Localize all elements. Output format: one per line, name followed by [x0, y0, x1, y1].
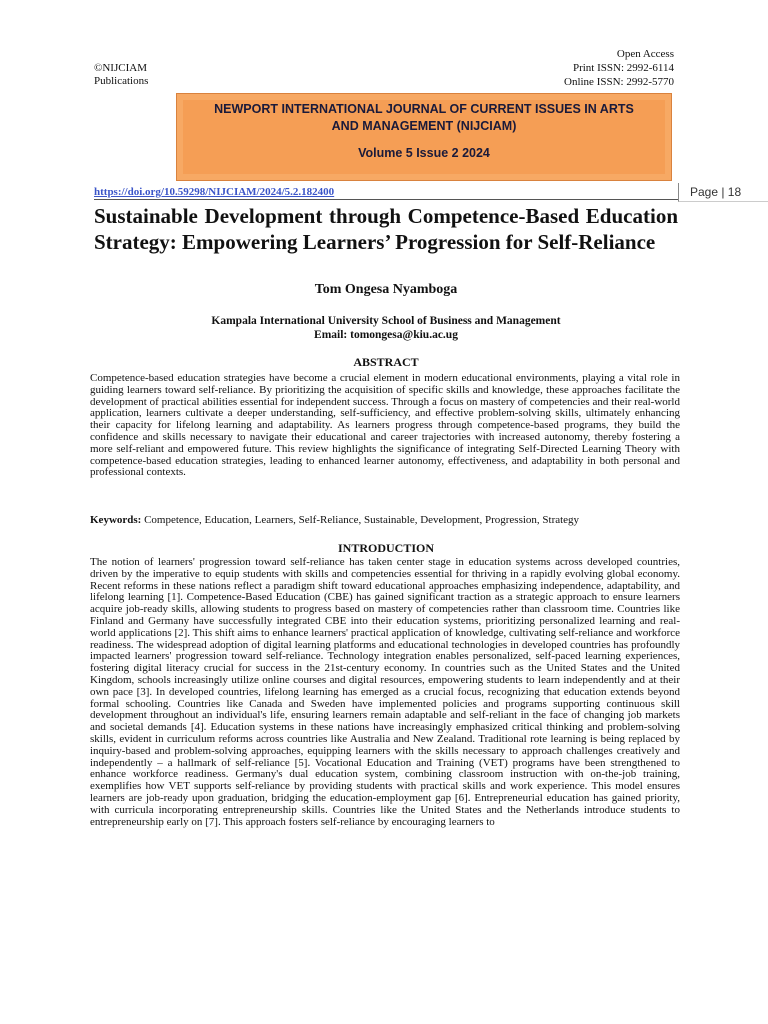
publisher-block: [94, 62, 148, 88]
abstract-heading: ABSTRACT: [353, 355, 419, 369]
introduction-text: The notion of learners' progression toward self-reliance has taken center stage in education systems across developed countries, driven by the imperative to equip students with skills and competencies essential for thriving in a rapidly evolving global economy. Recent reforms in these nations reflect a paradigm shift toward educational approaches emphasizing independence, adaptability, and lifelong learning [1]. Competence-Based Education (CBE) has gained significant traction as a strategic approach to ensure learners acquire job-ready skills, allowing students to progress based on mastery of competencies rather than classroom time. Countries like Finland and Germany have successfully integrated CBE into their education systems, prioritizing personalized learning and real-world applications [2]. This shift aims to enhance learners' practical application of knowledge, cultivating self-reliance and workforce readiness. The widespread adoption of digital learning platforms and educational technologies in developed countries has profoundly impacted learners' progression toward self-reliance. Technology integration enables personalized, self-paced learning experiences, fostering digital literacy crucial for success in the 21st-century economy. In countries such as the United States and the United Kingdom, schools increasingly utilize online courses and digital resources, empowering students to learn independently and at their own pace [3]. In developed countries, lifelong learning has emerged as a crucial focus, recognizing that education extends beyond formal schooling. Countries like Canada and Sweden have implemented policies and programs supporting continuous skill development throughout an individual's life, ensuring learners remain adaptable and self-reliant in the face of changing job markets and societal demands [4]. Education systems in these nations have increasingly emphasized critical thinking and problem-solving skills, evident in curriculum reforms across countries like Australia and New Zealand. Traditional rote learning is being replaced by inquiry-based and problem-solving approaches, equipping learners with the skills necessary to approach challenges creatively and independently – a hallmark of self-reliance [5]. Vocational Education and Training (VET) programs have been strengthened to enhance workforce readiness. Germany's dual education system, combining classroom instruction with on-the-job training, exemplifies how VET supports self-reliance by providing students with practical skills and work experience. This model ensures learners are job-ready upon graduation, bridging the education-employment gap [6]. Entrepreneurial education has gained priority, with curricula incorporating entrepreneurship skills. Countries like the United States and the Netherlands introduce students to entrepreneurship early on [7]. This approach fosters self-reliance by encouraging learners to: [90, 556, 680, 828]
keywords-line: [90, 515, 680, 527]
author-email: Email: tomongesa@kiu.ac.ug: [314, 329, 458, 341]
online-issn: Online ISSN: 2992-5770: [564, 76, 674, 88]
keywords-list: Competence, Education, Learners, Self-Reliance, Sustainable, Development, Progression, Strategy: [141, 514, 580, 526]
author-name: Tom Ongesa Nyamboga: [314, 282, 458, 297]
journal-banner: [176, 93, 672, 181]
introduction-heading: INTRODUCTION: [337, 541, 434, 555]
affiliation: Kampala International University School of Business and Management: [211, 315, 561, 327]
article-title: Sustainable Development through Competence-Based Education Strategy: Empowering Learners’ Progression for Self-Reliance: [94, 204, 678, 254]
page-number: Page | 18: [690, 185, 742, 199]
publisher-name: ©NIJCIAM: [94, 62, 147, 74]
journal-name-line2: AND MANAGEMENT (NIJCIAM): [331, 119, 517, 133]
issn-block: [564, 47, 674, 89]
keywords-label: Keywords:: [90, 514, 142, 526]
publisher-label: Publications: [94, 75, 149, 87]
print-issn: Print ISSN: 2992-6114: [572, 62, 674, 74]
journal-name-line1: NEWPORT INTERNATIONAL JOURNAL OF CURRENT ISSUES IN ARTS: [214, 102, 634, 116]
abstract-text: Competence-based education strategies have become a crucial element in modern educational environments, playing a vital role in guiding learners toward self-reliance. By prioritizing the acquisition of specific skills and knowledge, these approaches facilitate the development of practical abilities essential for independent success. Through a focus on mastery of competencies and their real-world application, learners cultivate a deeper understanding, self-sufficiency, and effective problem-solving skills, ultimately enhancing their capacity for lifelong learning and adaptability. As learners progress through competence-based programs, they build the confidence and skills necessary to navigate their educational and career trajectories with increased autonomy, thereby fostering a more self-reliant and empowered future. This review highlights the significance of integrating Self-Directed Learning Theory with competence-based education strategies, leading to enhanced learner autonomy, effectiveness, and adaptability in both personal and professional contexts.: [90, 372, 680, 479]
affiliation-block: [94, 314, 678, 342]
doi-link[interactable]: https://doi.org/10.59298/NIJCIAM/2024/5.2.182400: [94, 186, 335, 198]
header-divider: [94, 199, 678, 200]
journal-volume: Volume 5 Issue 2 2024: [358, 146, 490, 160]
open-access-label: Open Access: [616, 48, 674, 60]
